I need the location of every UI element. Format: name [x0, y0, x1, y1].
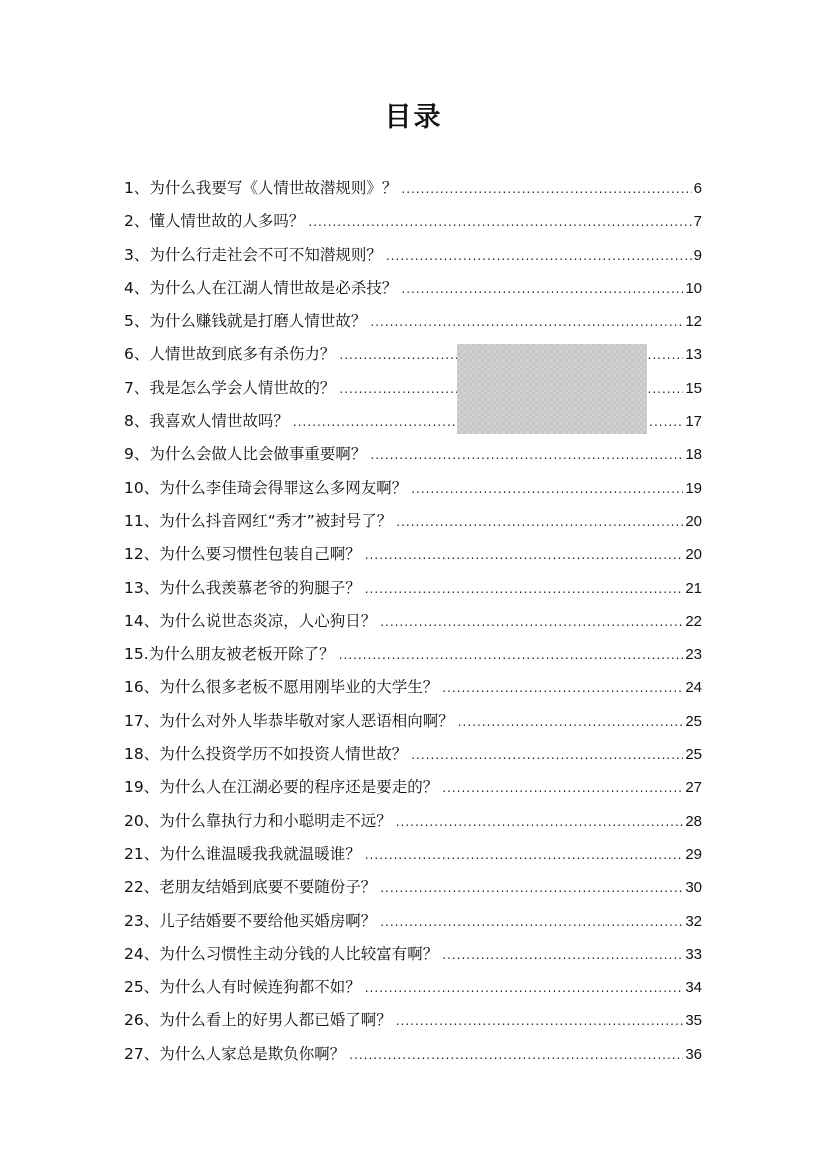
toc-entry-page: 29: [685, 845, 702, 863]
dot-leader: [396, 506, 683, 539]
toc-entry[interactable]: [124, 605, 702, 638]
toc-entry-page: 32: [685, 912, 702, 930]
toc-entry-page: 25: [685, 746, 702, 764]
dot-leader: [442, 939, 683, 972]
toc-entry-title: 5、为什么赚钱就是打磨人情世故？: [124, 312, 367, 331]
toc-entry[interactable]: [124, 272, 702, 305]
toc-entry[interactable]: [124, 871, 702, 904]
dot-leader: [380, 872, 683, 905]
dot-leader: [370, 306, 683, 339]
toc-entry-page: 27: [685, 779, 702, 797]
dot-leader: [349, 1039, 683, 1072]
dot-leader: [411, 739, 683, 772]
dot-leader: [401, 273, 683, 306]
dot-leader: [442, 772, 683, 805]
toc-entry-page: 28: [685, 812, 702, 830]
dot-leader: [396, 806, 684, 839]
toc-entry-title: 6、人情世故到底多有杀伤力？: [124, 345, 336, 364]
dot-leader: [458, 706, 684, 739]
toc-entry-page: 20: [685, 546, 702, 564]
toc-entry-title: 7、我是怎么学会人情世故的？: [124, 378, 336, 397]
toc-entry-title: 21、为什么谁温暖我我就温暖谁？: [124, 844, 361, 863]
toc-entry-page: 34: [685, 979, 702, 997]
dot-leader: [401, 173, 691, 206]
toc-entry-title: 1、为什么我要写《人情世故潜规则》？: [124, 179, 398, 197]
dot-leader: [365, 972, 684, 1005]
toc-entry-title: 25、为什么人有时候连狗都不如？: [124, 978, 361, 997]
toc-entry[interactable]: [124, 472, 702, 505]
toc-entry[interactable]: [124, 505, 702, 538]
toc-entry[interactable]: [124, 938, 702, 971]
toc-entry-page: 19: [685, 479, 702, 497]
toc-entry-title: 24、为什么习惯性主动分钱的人比较富有啊？: [124, 944, 439, 963]
dot-leader: [308, 206, 691, 239]
toc-title: 目录: [384, 102, 443, 133]
toc-entry-page: 7: [693, 213, 702, 231]
toc-entry[interactable]: [124, 1004, 702, 1037]
toc-entry-page: 35: [685, 1012, 702, 1030]
toc-entry[interactable]: [124, 205, 702, 238]
toc-entry-page: 15: [685, 379, 702, 397]
toc-entry[interactable]: [124, 805, 702, 838]
toc-entry-page: 12: [685, 313, 702, 331]
dot-leader: [386, 240, 692, 273]
toc-entry[interactable]: [124, 671, 702, 704]
toc-entry-title: 8、我喜欢人情世故吗？: [124, 412, 289, 431]
toc-entry-page: 10: [685, 279, 702, 297]
toc-list: [124, 172, 702, 1071]
toc-entry-title: 3、为什么行走社会不可不知潜规则？: [124, 245, 382, 264]
toc-entry-title: 23、儿子结婚要不要给他买婚房啊？: [124, 911, 377, 930]
toc-entry[interactable]: [124, 738, 702, 771]
toc-entry-page: 20: [685, 512, 702, 530]
toc-entry-page: 9: [693, 246, 702, 264]
toc-entry-title: 9、为什么会做人比会做事重要啊？: [124, 445, 367, 464]
toc-entry-title: 16、为什么很多老板不愿用刚毕业的大学生？: [124, 678, 439, 697]
toc-entry[interactable]: [124, 638, 702, 671]
toc-entry[interactable]: [124, 771, 702, 804]
dot-leader: [365, 839, 684, 872]
redaction-box: [457, 344, 647, 434]
toc-entry[interactable]: [124, 172, 702, 205]
dot-leader: [370, 439, 683, 472]
dot-leader: [411, 473, 683, 506]
toc-entry-page: 13: [685, 346, 702, 364]
toc-entry[interactable]: [124, 971, 702, 1004]
toc-entry-title: 12、为什么要习惯性包装自己啊？: [124, 545, 361, 564]
dot-leader: [365, 573, 684, 606]
toc-entry[interactable]: [124, 538, 702, 571]
toc-entry[interactable]: [124, 1038, 702, 1071]
toc-entry-page: 18: [685, 446, 702, 464]
toc-entry-page: 17: [685, 413, 702, 431]
toc-entry-title: 26、为什么看上的好男人都已婚了啊？: [124, 1011, 392, 1030]
dot-leader: [442, 672, 683, 705]
toc-entry[interactable]: [124, 838, 702, 871]
toc-entry-title: 10、为什么李佳琦会得罪这么多网友啊？: [124, 478, 408, 497]
toc-entry-title: 27、为什么人家总是欺负你啊？: [124, 1044, 346, 1063]
toc-entry-page: 23: [685, 646, 702, 664]
toc-entry-title: 19、为什么人在江湖必要的程序还是要走的？: [124, 778, 439, 797]
toc-entry-title: 17、为什么对外人毕恭毕敬对家人恶语相向啊？: [124, 711, 454, 730]
toc-entry-title: 20、为什么靠执行力和小聪明走不远？: [124, 811, 392, 830]
toc-entry-page: 36: [685, 1045, 702, 1063]
toc-entry-page: 30: [685, 879, 702, 897]
toc-entry[interactable]: [124, 705, 702, 738]
toc-entry[interactable]: [124, 305, 702, 338]
toc-entry[interactable]: [124, 438, 702, 471]
dot-leader: [339, 639, 684, 672]
toc-entry-title: 14、为什么说世态炎凉，人心狗日？: [124, 611, 377, 630]
toc-entry-title: 11、为什么抖音网红“秀才”被封号了？: [124, 511, 393, 530]
dot-leader: [365, 539, 684, 572]
toc-entry[interactable]: [124, 239, 702, 272]
toc-entry-title: 18、为什么投资学历不如投资人情世故？: [124, 745, 408, 764]
dot-leader: [380, 906, 683, 939]
toc-entry-page: 33: [685, 945, 702, 963]
toc-entry-page: 25: [685, 712, 702, 730]
toc-entry-title: 2、懂人情世故的人多吗？: [124, 212, 305, 231]
dot-leader: [380, 606, 683, 639]
toc-entry-page: 22: [685, 612, 702, 630]
toc-entry[interactable]: [124, 905, 702, 938]
toc-entry-title: 13、为什么我羡慕老爷的狗腿子？: [124, 578, 361, 597]
dot-leader: [396, 1005, 684, 1038]
toc-entry-title: 22、老朋友结婚到底要不要随份子？: [124, 878, 377, 897]
toc-entry-title: 15.为什么朋友被老板开除了？: [124, 645, 335, 664]
toc-entry-page: 24: [685, 679, 702, 697]
toc-entry[interactable]: [124, 572, 702, 605]
toc-entry-page: 21: [685, 579, 702, 597]
toc-entry-title: 4、为什么人在江湖人情世故是必杀技？: [124, 278, 398, 297]
toc-entry-page: 6: [693, 180, 702, 197]
